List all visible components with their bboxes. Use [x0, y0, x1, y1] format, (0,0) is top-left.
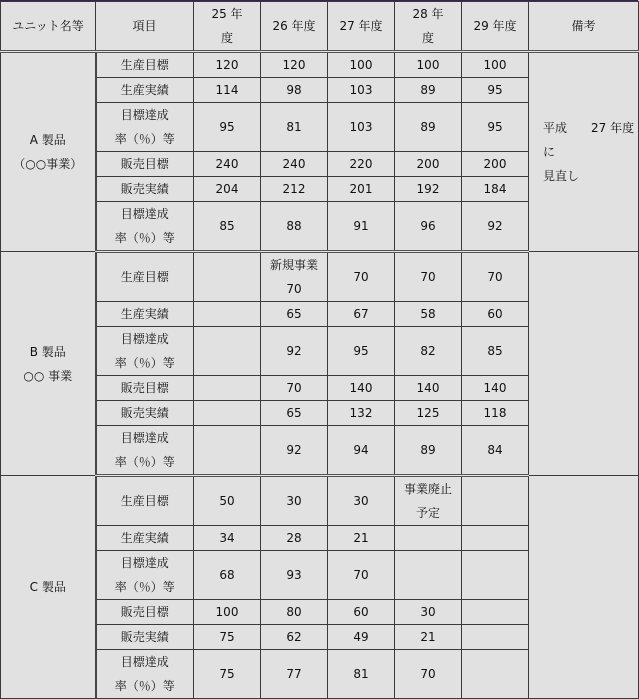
- table-row: [1, 52, 639, 78]
- value-cell-fy28: [395, 476, 462, 526]
- value-cell-fy28: 140: [395, 376, 462, 401]
- item-cell: [96, 526, 194, 551]
- item-label-line: 目標達成: [120, 655, 169, 669]
- value-cell-fy27: 132: [328, 401, 395, 426]
- item-label-line: 率（％）等: [114, 231, 175, 245]
- item-label-line: 目標達成: [120, 108, 169, 122]
- value-cell-fy26: 93: [261, 551, 328, 600]
- value-cell-fy25: 68: [194, 551, 261, 600]
- value-cell-fy29: 184: [462, 177, 529, 202]
- value-line: 70: [286, 282, 302, 296]
- value-cell-fy25: 114: [194, 78, 261, 103]
- value-cell-fy27: 103: [328, 103, 395, 152]
- item-cell: [96, 600, 194, 625]
- item-cell: [96, 103, 194, 152]
- value-line: 新規事業: [269, 258, 318, 272]
- value-cell-fy28: 100: [395, 52, 462, 78]
- value-cell-fy28: 200: [395, 152, 462, 177]
- value-cell-fy28: 70: [395, 650, 462, 699]
- item-label-line: 率（％）等: [114, 455, 175, 469]
- value-cell-fy27: 140: [328, 376, 395, 401]
- value-cell-fy29: 60: [462, 302, 529, 327]
- value-cell-fy26: 65: [261, 401, 328, 426]
- value-cell-fy27: 60: [328, 600, 395, 625]
- value-cell-fy27: 70: [328, 551, 395, 600]
- remarks-text: 27 年度に: [543, 121, 635, 159]
- item-cell: [96, 327, 194, 376]
- item-cell: [96, 650, 194, 699]
- value-cell-fy28: 82: [395, 327, 462, 376]
- value-cell-fy27: 201: [328, 177, 395, 202]
- value-cell-fy26: 98: [261, 78, 328, 103]
- item-cell: [96, 476, 194, 526]
- item-label-line: 生産目標: [120, 494, 169, 508]
- value-cell-fy26: 120: [261, 52, 328, 78]
- header-fy25-line2: 度: [220, 31, 233, 45]
- unit-name-line: B 製品: [29, 344, 66, 359]
- value-cell-fy27: 30: [328, 476, 395, 526]
- value-cell-fy28: 89: [395, 426, 462, 476]
- value-cell-fy28: 30: [395, 600, 462, 625]
- header-fy29: 29 年度: [462, 2, 529, 52]
- value-cell-fy26: 28: [261, 526, 328, 551]
- header-unit: ユニット名等: [1, 2, 96, 52]
- value-cell-fy29: 200: [462, 152, 529, 177]
- remarks-cell: [529, 252, 639, 476]
- header-fy28: [395, 2, 462, 52]
- value-cell-fy29: 85: [462, 327, 529, 376]
- value-cell-fy29: [462, 600, 529, 625]
- value-cell-fy27: 67: [328, 302, 395, 327]
- item-label-line: 生産目標: [120, 270, 169, 284]
- value-cell-fy27: 100: [328, 52, 395, 78]
- value-cell-fy26: 62: [261, 625, 328, 650]
- header-remarks: 備考: [529, 2, 639, 52]
- value-cell-fy26: 212: [261, 177, 328, 202]
- item-label-line: 目標達成: [120, 332, 169, 346]
- value-cell-fy26: 77: [261, 650, 328, 699]
- item-cell: [96, 551, 194, 600]
- item-cell: [96, 302, 194, 327]
- value-cell-fy26: 80: [261, 600, 328, 625]
- remarks-cell: [529, 476, 639, 699]
- value-cell-fy25: 240: [194, 152, 261, 177]
- header-fy25-line1: 25 年: [211, 7, 243, 21]
- item-cell: [96, 252, 194, 302]
- item-label-line: 率（％）等: [114, 356, 175, 370]
- unit-name-line: （○○事業）: [13, 157, 83, 171]
- item-label-line: 生産実績: [120, 307, 169, 321]
- value-cell-fy27: 81: [328, 650, 395, 699]
- value-cell-fy25: 34: [194, 526, 261, 551]
- value-cell-fy29: 118: [462, 401, 529, 426]
- value-cell-fy27: 94: [328, 426, 395, 476]
- item-label-line: 目標達成: [120, 207, 169, 221]
- value-cell-fy25: 85: [194, 202, 261, 252]
- unit-name-line: A 製品: [29, 133, 66, 147]
- value-cell-fy26: 92: [261, 327, 328, 376]
- value-line: 事業廃止: [403, 482, 452, 496]
- value-cell-fy26: 92: [261, 426, 328, 476]
- value-cell-fy25: [194, 327, 261, 376]
- value-cell-fy26: 240: [261, 152, 328, 177]
- item-label-line: 率（％）等: [114, 679, 175, 693]
- item-label-line: 生産実績: [120, 83, 169, 97]
- value-cell-fy25: 75: [194, 650, 261, 699]
- header-fy25: [194, 2, 261, 52]
- item-cell: [96, 78, 194, 103]
- item-label-line: 販売実績: [120, 630, 169, 644]
- value-cell-fy26: 81: [261, 103, 328, 152]
- item-label-line: 目標達成: [120, 556, 169, 570]
- value-cell-fy27: 220: [328, 152, 395, 177]
- value-cell-fy27: 21: [328, 526, 395, 551]
- item-label-line: 率（％）等: [114, 580, 175, 594]
- item-cell: [96, 202, 194, 252]
- value-cell-fy29: 95: [462, 103, 529, 152]
- table-row: [1, 252, 639, 302]
- item-label-line: 率（％）等: [114, 132, 175, 146]
- value-cell-fy26: 30: [261, 476, 328, 526]
- item-cell: [96, 177, 194, 202]
- value-cell-fy27: 103: [328, 78, 395, 103]
- item-cell: [96, 426, 194, 476]
- value-cell-fy29: [462, 526, 529, 551]
- value-cell-fy25: 95: [194, 103, 261, 152]
- value-cell-fy26: 70: [261, 376, 328, 401]
- value-cell-fy29: 95: [462, 78, 529, 103]
- item-cell: [96, 152, 194, 177]
- value-cell-fy26: 88: [261, 202, 328, 252]
- item-cell: [96, 401, 194, 426]
- value-cell-fy26: [261, 252, 328, 302]
- value-cell-fy29: [462, 625, 529, 650]
- remarks-text: 見直し: [543, 169, 580, 183]
- unit-name-cell: [1, 52, 96, 252]
- remarks-cell: [529, 52, 639, 252]
- value-cell-fy25: 50: [194, 476, 261, 526]
- item-cell: [96, 52, 194, 78]
- value-cell-fy28: 89: [395, 103, 462, 152]
- header-row: [1, 2, 639, 52]
- value-cell-fy25: [194, 252, 261, 302]
- value-cell-fy25: [194, 376, 261, 401]
- performance-table: [0, 1, 639, 699]
- value-cell-fy28: 192: [395, 177, 462, 202]
- value-cell-fy28: 21: [395, 625, 462, 650]
- item-label-line: 販売実績: [120, 182, 169, 196]
- item-label-line: 生産目標: [120, 58, 169, 72]
- value-cell-fy28: [395, 526, 462, 551]
- value-cell-fy25: 100: [194, 600, 261, 625]
- value-cell-fy26: 65: [261, 302, 328, 327]
- header-item: 項目: [96, 2, 194, 52]
- item-cell: [96, 625, 194, 650]
- item-label-line: 販売目標: [120, 605, 169, 619]
- item-cell: [96, 376, 194, 401]
- value-cell-fy29: 70: [462, 252, 529, 302]
- value-cell-fy25: [194, 302, 261, 327]
- item-label-line: 生産実績: [120, 531, 169, 545]
- value-cell-fy27: 49: [328, 625, 395, 650]
- value-cell-fy29: [462, 650, 529, 699]
- value-cell-fy27: 91: [328, 202, 395, 252]
- unit-name-line: C 製品: [29, 580, 66, 594]
- value-cell-fy25: [194, 401, 261, 426]
- value-cell-fy25: 75: [194, 625, 261, 650]
- value-cell-fy25: [194, 426, 261, 476]
- header-fy28-line2: 度: [421, 31, 434, 45]
- value-cell-fy27: 95: [328, 327, 395, 376]
- value-cell-fy29: 84: [462, 426, 529, 476]
- item-label-line: 販売目標: [120, 157, 169, 171]
- value-cell-fy25: 120: [194, 52, 261, 78]
- value-cell-fy29: [462, 551, 529, 600]
- table-body: [1, 52, 639, 699]
- value-cell-fy28: 96: [395, 202, 462, 252]
- item-label-line: 販売目標: [120, 381, 169, 395]
- value-cell-fy29: [462, 476, 529, 526]
- value-cell-fy25: 204: [194, 177, 261, 202]
- remarks-text: 平成: [543, 121, 568, 135]
- value-line: 予定: [415, 506, 440, 520]
- value-cell-fy27: 70: [328, 252, 395, 302]
- value-cell-fy28: 89: [395, 78, 462, 103]
- header-fy28-line1: 28 年: [412, 7, 444, 21]
- header-fy27: 27 年度: [328, 2, 395, 52]
- value-cell-fy29: 92: [462, 202, 529, 252]
- table-row: [1, 476, 639, 526]
- value-cell-fy28: 58: [395, 302, 462, 327]
- unit-name-line: ○○ 事業: [23, 368, 73, 383]
- value-cell-fy28: 125: [395, 401, 462, 426]
- unit-name-cell: [1, 252, 96, 476]
- value-cell-fy28: [395, 551, 462, 600]
- value-cell-fy28: 70: [395, 252, 462, 302]
- item-label-line: 販売実績: [120, 406, 169, 420]
- value-cell-fy29: 140: [462, 376, 529, 401]
- item-label-line: 目標達成: [120, 431, 169, 445]
- header-fy26: 26 年度: [261, 2, 328, 52]
- value-cell-fy29: 100: [462, 52, 529, 78]
- unit-name-cell: [1, 476, 96, 699]
